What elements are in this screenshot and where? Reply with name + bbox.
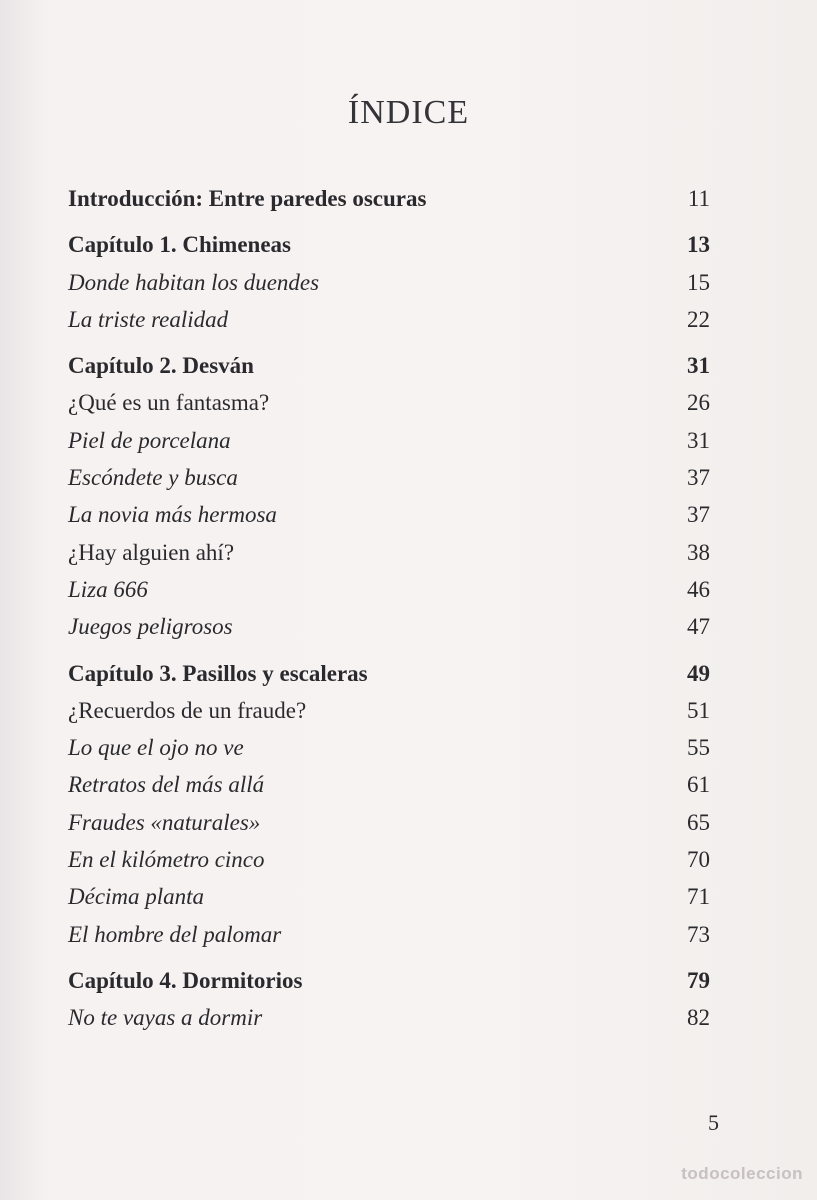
toc-entry-title: En el kilómetro cinco bbox=[68, 847, 265, 873]
toc-section-entry bbox=[68, 772, 710, 809]
toc-section-entry bbox=[68, 922, 710, 959]
toc-section-entry bbox=[68, 502, 710, 539]
toc-entry-title: Fraudes «naturales» bbox=[68, 809, 261, 835]
toc-section-entry bbox=[68, 540, 710, 577]
toc-entry-page: 15 bbox=[687, 269, 710, 295]
toc-entry-title: ¿Qué es un fantasma? bbox=[68, 390, 270, 416]
toc-section-entry bbox=[68, 428, 710, 465]
page-title: ÍNDICE bbox=[347, 94, 470, 131]
toc-entry-page: 31 bbox=[687, 353, 710, 379]
toc-entry-page: 13 bbox=[687, 232, 710, 258]
toc-entry-title: ¿Recuerdos de un fraude? bbox=[68, 697, 307, 723]
toc-section-entry bbox=[68, 614, 710, 651]
toc-section-entry bbox=[68, 884, 710, 921]
toc-entry-page: 70 bbox=[687, 847, 710, 873]
toc-entry-title: Piel de porcelana bbox=[68, 427, 231, 453]
toc-entry-page: 55 bbox=[687, 735, 710, 761]
toc-chapter-entry bbox=[68, 186, 710, 223]
toc-entry-title: Escóndete y busca bbox=[68, 465, 238, 491]
toc-section-entry bbox=[68, 465, 710, 502]
toc-entry-page: 47 bbox=[687, 614, 710, 640]
toc-entry-title: Introducción: Entre paredes oscuras bbox=[68, 186, 427, 211]
toc-entry-page: 61 bbox=[687, 772, 710, 798]
toc-entry-title: Capítulo 1. Chimeneas bbox=[68, 232, 291, 258]
toc-entry-page: 26 bbox=[687, 390, 710, 416]
toc-entry-title: El hombre del palomar bbox=[68, 921, 282, 947]
toc-section-entry bbox=[68, 1005, 710, 1042]
table-of-contents bbox=[68, 180, 710, 1043]
toc-chapter-entry bbox=[68, 968, 710, 1005]
toc-section-entry bbox=[68, 390, 710, 427]
toc-section-entry bbox=[68, 577, 710, 614]
toc-entry-page: 65 bbox=[687, 809, 710, 835]
toc-entry-title: Capítulo 2. Desván bbox=[68, 353, 254, 379]
toc-entry-page: 11 bbox=[687, 186, 710, 211]
toc-entry-title: Capítulo 4. Dormitorios bbox=[68, 967, 303, 993]
toc-entry-title: Liza 666 bbox=[68, 576, 148, 602]
toc-entry-title: Juegos peligrosos bbox=[68, 614, 233, 640]
toc-entry-title: Capítulo 3. Pasillos y escaleras bbox=[68, 660, 368, 686]
toc-entry-title: Lo que el ojo no ve bbox=[68, 735, 244, 761]
toc-section-entry bbox=[68, 810, 710, 847]
toc-chapter-entry bbox=[68, 232, 710, 269]
toc-entry-page: 79 bbox=[687, 967, 710, 993]
toc-entry-page: 73 bbox=[687, 921, 710, 947]
toc-entry-page: 38 bbox=[687, 539, 710, 565]
toc-section-entry bbox=[68, 698, 710, 735]
toc-section-entry bbox=[68, 847, 710, 884]
toc-entry-page: 71 bbox=[687, 884, 710, 910]
toc-entry-title: Décima planta bbox=[68, 884, 205, 910]
toc-entry-page: 22 bbox=[687, 306, 710, 332]
toc-entry-title: La triste realidad bbox=[68, 306, 229, 332]
toc-entry-title: ¿Hay alguien ahí? bbox=[68, 539, 235, 565]
toc-entry-title: La novia más hermosa bbox=[68, 502, 277, 528]
toc-section-entry bbox=[68, 735, 710, 772]
toc-entry-page: 82 bbox=[687, 1005, 710, 1031]
toc-entry-title: Retratos del más allá bbox=[68, 772, 265, 798]
toc-entry-page: 51 bbox=[687, 697, 710, 723]
toc-entry-title: Donde habitan los duendes bbox=[68, 269, 320, 295]
toc-entry-page: 37 bbox=[687, 502, 710, 528]
toc-entry-page: 46 bbox=[687, 576, 710, 602]
page-number: 5 bbox=[708, 1110, 719, 1135]
toc-section-entry bbox=[68, 307, 710, 344]
toc-chapter-entry bbox=[68, 661, 710, 698]
toc-entry-page: 49 bbox=[687, 660, 710, 686]
toc-chapter-entry bbox=[68, 353, 710, 390]
watermark-logo: todocoleccion bbox=[681, 1164, 803, 1183]
toc-entry-page: 37 bbox=[687, 465, 710, 491]
toc-section-entry bbox=[68, 270, 710, 307]
toc-entry-page: 31 bbox=[687, 427, 710, 453]
toc-entry-title: No te vayas a dormir bbox=[68, 1005, 263, 1031]
